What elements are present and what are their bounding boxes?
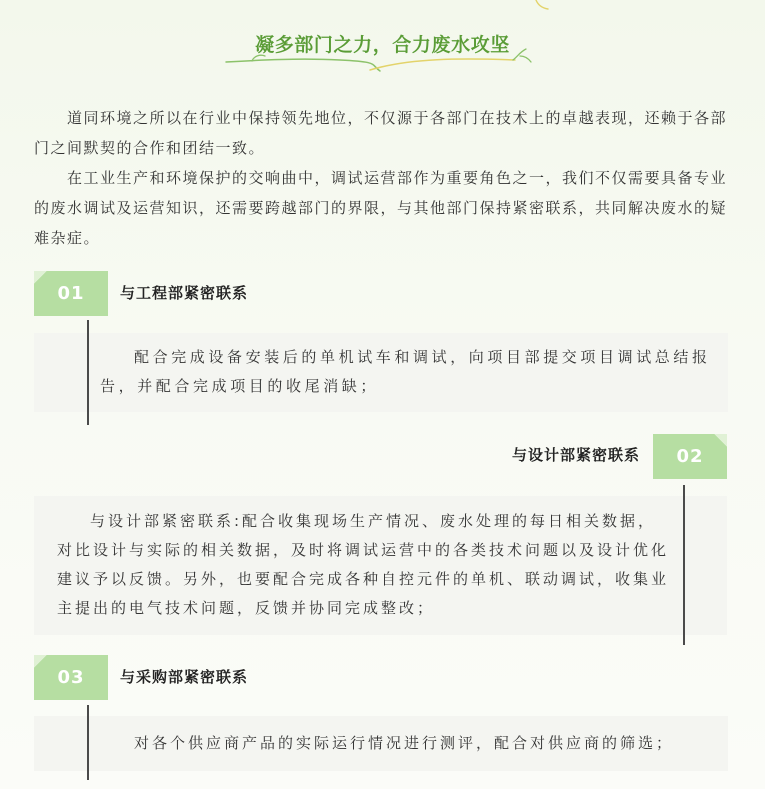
intro bbox=[34, 103, 734, 253]
intro-paragraph: 道同环境之所以在行业中保持领先地位，不仅源于各部门在技术上的卓越表现，还赖于各部门之间默契的合作和团结一致。 bbox=[34, 109, 728, 157]
section-divider-line bbox=[683, 485, 685, 645]
section-heading: 与工程部紧密联系 bbox=[120, 284, 249, 302]
section-body: 与设计部紧密联系:配合收集现场生产情况、废水处理的每日相关数据，对比设计与实际的相关数据，及时将调试运营中的各类技术问题以及设计优化建议予以反馈。另外，也要配合完成各种自控元件的单机、联动调试，收集业主提出的电气技术问题，反馈并协同完成整改； bbox=[57, 512, 670, 617]
section-number-badge: 03 bbox=[34, 655, 108, 700]
section-card bbox=[34, 496, 727, 635]
section-heading: 与采购部紧密联系 bbox=[120, 668, 249, 686]
section-body: 配合完成设备安装后的单机试车和调试，向项目部提交项目调试总结报告，并配合完成项目的收尾消缺； bbox=[100, 348, 711, 395]
section-divider-line bbox=[87, 320, 89, 425]
section-number-badge: 01 bbox=[34, 271, 108, 316]
page-title: 凝多部门之力，合力废水攻坚 bbox=[255, 34, 510, 56]
section-card bbox=[34, 333, 728, 412]
corner-leaf-decoration bbox=[532, 0, 552, 12]
title-underline-decoration bbox=[220, 44, 540, 76]
section-divider-line bbox=[87, 705, 89, 780]
section-number-badge: 02 bbox=[653, 434, 727, 479]
section-body: 对各个供应商产品的实际运行情况进行测评，配合对供应商的筛选； bbox=[134, 734, 675, 752]
section-heading: 与设计部紧密联系 bbox=[511, 446, 640, 464]
intro-paragraph: 在工业生产和环境保护的交响曲中，调试运营部作为重要角色之一，我们不仅需要具备专业的废水调试及运营知识，还需要跨越部门的界限，与其他部门保持紧密联系，共同解决废水的疑难杂症。 bbox=[34, 169, 728, 247]
section-card bbox=[34, 716, 728, 771]
